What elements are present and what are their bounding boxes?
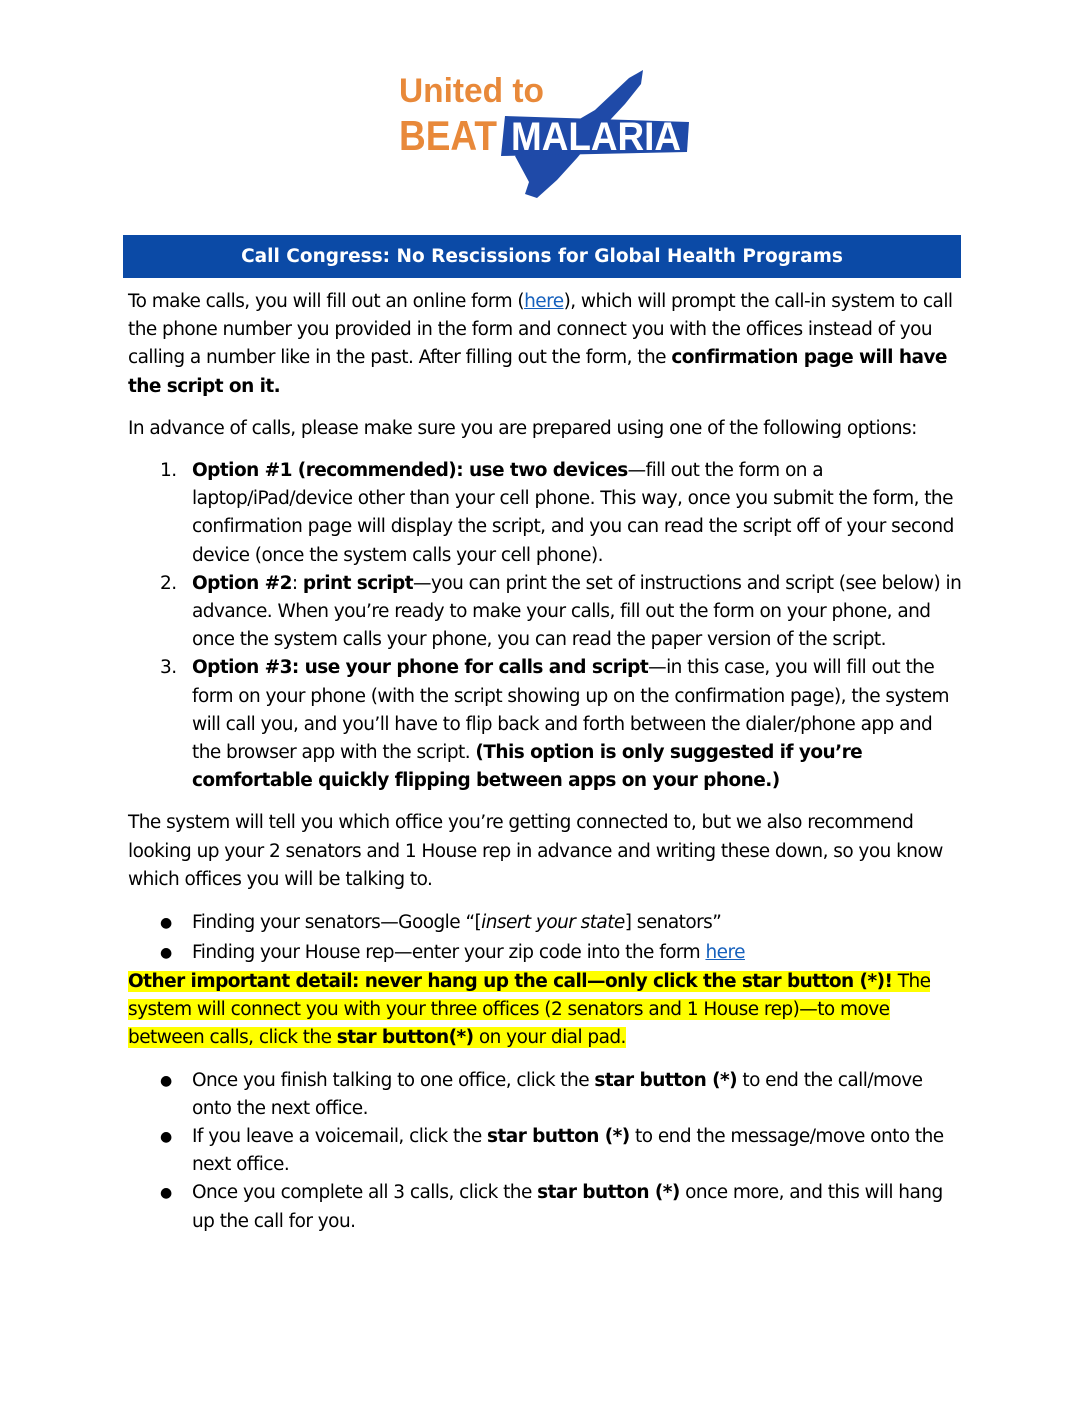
list-item: ● Once you complete all 3 calls, click the star button (*) once more, and this will hang up the call for you. <box>128 1179 964 1235</box>
finding-list <box>128 908 964 968</box>
logo-beat: BEAT <box>399 112 498 159</box>
bullet-icon: ● <box>160 945 172 962</box>
intro-paragraph: To make calls, you will fill out an online form (here), which will prompt the call-in system to call the phone number you provided in the form and connect you with the offices instead of you calling a number like in the past. After filling out the form, the confirmation page will have the script on it. <box>128 291 953 397</box>
options-list <box>128 457 964 795</box>
important-detail-paragraph: Other important detail: never hang up the call—only click the star button (*)! The system will connect you with your three offices (2 senators and 1 House rep)—to move between calls, click the star button(*) on your dial pad. <box>128 971 931 1049</box>
logo-line-1: United to <box>399 72 544 110</box>
option-item: 1. Option #1 (recommended): use two devices—fill out the form on a laptop/iPad/device other than your cell phone. This way, once you submit the form, the confirmation page will display the script, and you can read the script off of your second device (once the system calls your cell phone). <box>160 460 954 566</box>
list-item: ● Once you finish talking to one office, click the star button (*) to end the call/move onto the next office. <box>128 1067 964 1123</box>
document-body <box>128 288 964 1236</box>
list-item: ● Finding your senators—Google “[insert your state] senators” <box>128 908 964 938</box>
united-to-beat-malaria-logo <box>397 64 697 204</box>
logo-malaria: MALARIA <box>511 115 681 159</box>
option-item: 3. Option #3: use your phone for calls and script—in this case, you will fill out the form on your phone (with the script showing up on the confirmation page), the system will call you, and you’ll have to flip back and forth between the dialer/phone app and the browser app with the script. (This option is only suggested if you’re comfortable quickly flipping between apps on your phone.) <box>160 657 949 792</box>
bullet-icon: ● <box>160 1072 172 1089</box>
banner-title: Call Congress: No Rescissions for Global Health Programs <box>241 246 843 267</box>
option-item: 2. Option #2: print script—you can print the set of instructions and script (see below) in advance. When you’re ready to make your calls, fill out the form on your phone, and once the system calls your phone, you can read the paper version of the script. <box>160 572 962 651</box>
form-link[interactable]: here <box>524 291 564 312</box>
system-paragraph: The system will tell you which office you’re getting connected to, but we also recommend looking up your 2 senators and 1 House rep in advance and writing these down, so you know which offices you will be talking to. <box>128 812 943 890</box>
list-item: ● If you leave a voicemail, click the star button (*) to end the message/move onto the next office. <box>128 1123 964 1179</box>
bullet-icon: ● <box>160 1129 172 1146</box>
star-button-list <box>128 1067 964 1236</box>
advance-paragraph: In advance of calls, please make sure you are prepared using one of the following options: <box>128 417 917 439</box>
title-banner <box>123 235 961 278</box>
bullet-icon: ● <box>160 1185 172 1202</box>
house-rep-link[interactable]: here <box>705 942 745 964</box>
bullet-icon: ● <box>160 915 172 932</box>
list-item: ● Finding your House rep—enter your zip code into the form here <box>128 938 964 968</box>
